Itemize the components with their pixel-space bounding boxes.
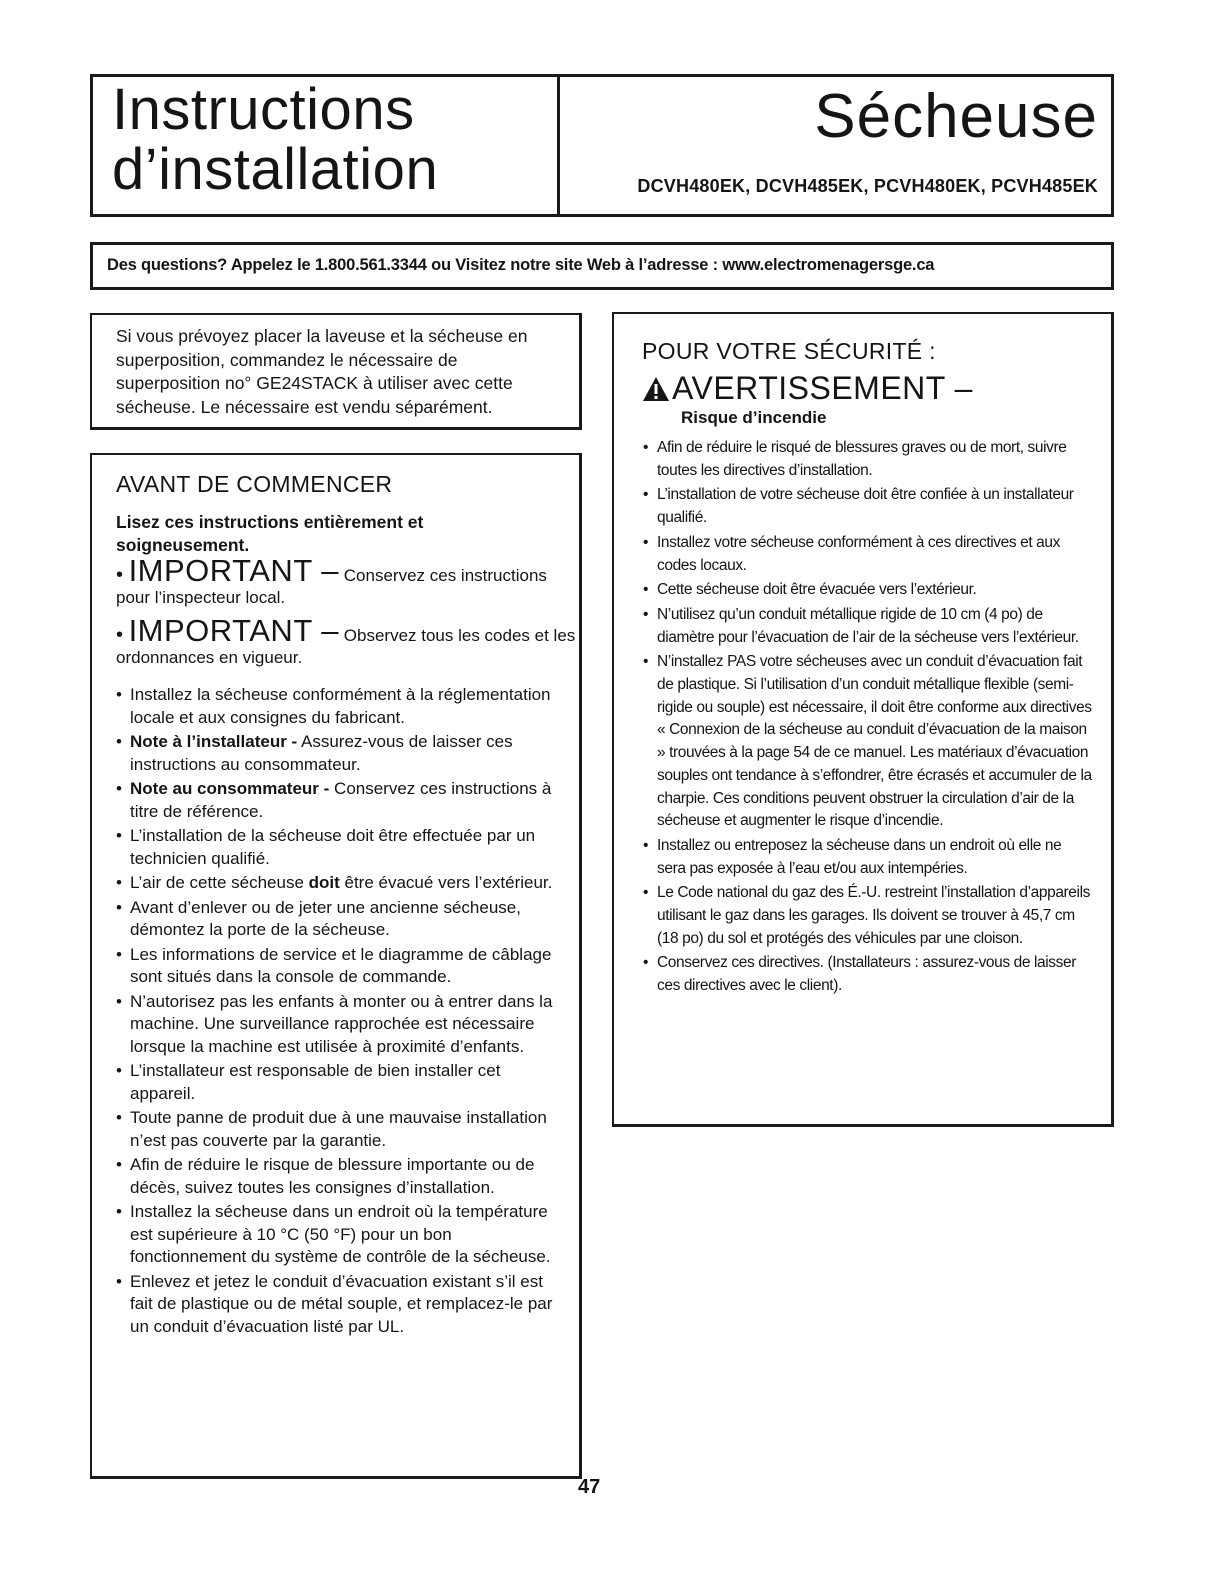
list-item: • Installez la sécheuse conformément à la réglementation locale et aux consignes du fabricant. <box>116 684 564 729</box>
warning-heading <box>642 370 973 407</box>
list-item: • Conservez ces directives. (Installateurs : assurez-vous de laisser ces directives avec le client). <box>643 952 1093 997</box>
list-item: • N’installez PAS votre sécheuses avec un conduit d’évacuation fait de plastique. Si l’utilisation d’un conduit métallique flexible (semi-rigide ou souple) est nécessaire, il doit être conforme aux directives « Connexion de la sécheuse au conduit d’évacuation de la maison » trouvées à la page 54 de ce manuel. Les matériaux d’évacuation souples ont tendance à s’effondrer, être écrasés et accumuler de la charpie. Ces conditions peuvent obstruer la circulation d’air de la sécheuse et augmenter le risque d’incendie. <box>643 651 1093 833</box>
document-title <box>112 77 552 202</box>
header-divider <box>557 74 560 217</box>
important-label-2: IMPORTANT – <box>128 613 340 648</box>
model-numbers: DCVH480EK, DCVH485EK, PCVH480EK, PCVH485EK <box>637 176 1098 196</box>
list-item: • Enlevez et jetez le conduit d’évacuation existant s’il est fait de plastique ou de métal souple, et remplacez-le par un conduit d’évacuation listé par UL. <box>116 1271 564 1339</box>
safety-list <box>643 437 1093 1000</box>
list-item: • Le Code national du gaz des É.-U. restreint l’installation d’appareils utilisant le gaz dans les garages. Ils doivent se trouver à 45,7 cm (18 po) du sol et protégés des véhicules par une cloison. <box>643 882 1093 950</box>
page-number: 47 <box>578 1476 601 1498</box>
list-item: • L’air de cette sécheuse doit être évacué vers l’extérieur. <box>116 872 564 895</box>
stacking-note-text: Si vous prévoyez placer la laveuse et la sécheuse en superposition, commandez le nécessaire de superposition no° GE24STACK à utiliser avec cette sécheuse. Le nécessaire est vendu séparément. <box>116 326 528 417</box>
list-item: • L’installation de la sécheuse doit être effectuée par un technicien qualifié. <box>116 825 564 870</box>
list-item: • Afin de réduire le risque de blessure importante ou de décès, suivez toutes les consignes d’installation. <box>116 1154 564 1199</box>
important-label-1: IMPORTANT – <box>128 553 340 588</box>
safety-heading: POUR VOTRE SÉCURITÉ : <box>642 338 936 364</box>
list-item: • L’installateur est responsable de bien installer cet appareil. <box>116 1060 564 1105</box>
list-item: • N’utilisez qu’un conduit métallique rigide de 10 cm (4 po) de diamètre pour l’évacuation de l’air de la sécheuse vers l’extérieur. <box>643 604 1093 649</box>
warning-triangle-icon <box>642 376 670 402</box>
questions-text: Des questions? Appelez le 1.800.561.3344 ou Visitez notre site Web à l’adresse : www.electromenagersge.ca <box>107 256 935 274</box>
list-item: • Avant d’enlever ou de jeter une ancienne sécheuse, démontez la porte de la sécheuse. <box>116 897 564 942</box>
fire-risk-label: Risque d’incendie <box>681 408 827 427</box>
list-item: • L’installation de votre sécheuse doit être confiée à un installateur qualifié. <box>643 484 1093 529</box>
title-line-2: d’installation <box>112 137 439 202</box>
important-text-1: Conservez ces instructions pour l’inspecteur local. <box>116 566 547 607</box>
list-item: • Installez ou entreposez la sécheuse dans un endroit où elle ne sera pas exposée à l’eau et/ou aux intempéries. <box>643 835 1093 880</box>
product-title: Sécheuse <box>814 82 1098 151</box>
title-line-1: Instructions <box>112 77 415 142</box>
list-item: • Note à l’installateur - Assurez-vous de laisser ces instructions au consommateur. <box>116 731 564 776</box>
important-note-2: • IMPORTANT – Observez tous les codes et les ordonnances en vigueur. <box>116 613 576 667</box>
warning-label: AVERTISSEMENT – <box>672 370 973 406</box>
list-item: • Installez la sécheuse dans un endroit où la température est supérieure à 10 °C (50 °F) pour un bon fonctionnement du système de contrôle de la sécheuse. <box>116 1201 564 1269</box>
list-item: • Les informations de service et le diagramme de câblage sont situés dans la console de commande. <box>116 944 564 989</box>
important-text-2: Observez tous les codes et les ordonnances en vigueur. <box>116 626 576 667</box>
before-you-begin-list <box>116 684 564 1340</box>
list-item: • Cette sécheuse doit être évacuée vers l’extérieur. <box>643 579 1093 602</box>
before-you-begin-heading: AVANT DE COMMENCER <box>116 471 393 497</box>
list-item: • Note au consommateur - Conservez ces instructions à titre de référence. <box>116 778 564 823</box>
list-item: • Toute panne de produit due à une mauvaise installation n’est pas couverte par la garantie. <box>116 1107 564 1152</box>
list-item: • Afin de réduire le risqué de blessures graves ou de mort, suivre toutes les directives d’installation. <box>643 437 1093 482</box>
before-you-begin-subheading: Lisez ces instructions entièrement et soigneusement. <box>116 512 424 555</box>
list-item: • N’autorisez pas les enfants à monter ou à entrer dans la machine. Une surveillance rapprochée est nécessaire lorsque la machine est utilisée à proximité d’enfants. <box>116 991 564 1059</box>
list-item: • Installez votre sécheuse conformément à ces directives et aux codes locaux. <box>643 532 1093 577</box>
important-note-1: • IMPORTANT – Conservez ces instructions pour l’inspecteur local. <box>116 553 547 607</box>
